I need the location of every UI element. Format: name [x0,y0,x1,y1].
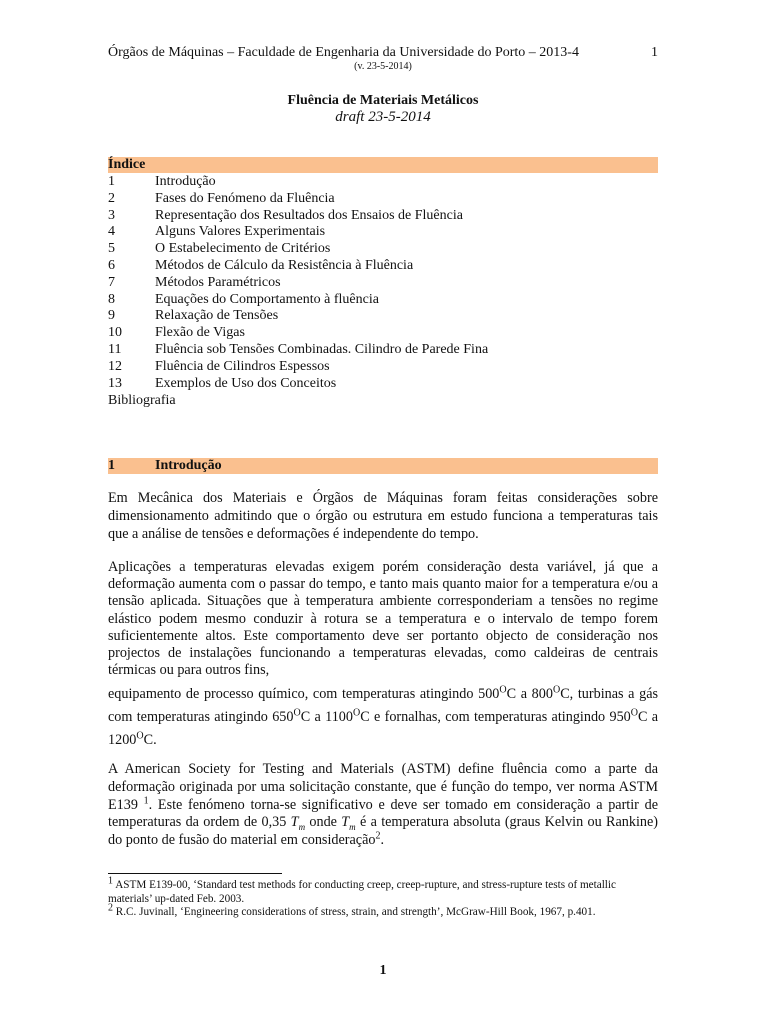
toc-item-number: 9 [108,308,115,324]
header-page-number: 1 [651,45,658,60]
toc-item[interactable] [108,208,658,225]
toc-item-label: Métodos Paramétricos [155,274,281,290]
unit-c: C [360,709,370,725]
running-header [108,44,658,61]
para3-text-b: . Este fenómeno torna-se significativo e deve ser tomado em consideração a partir de temperaturas da ordem de 0,35 [108,796,658,831]
temp-500: 500 [478,686,500,702]
temp-1200: 1200 [108,732,137,748]
symbol-tm [290,814,306,833]
toc-item-number: 4 [108,224,115,240]
footnote-1-text: ASTM E139-00, ‘Standard test methods for conducting creep, creep-rupture, and stress-rupture tests of metallic materials’ up-dated Feb. 2003. [108,879,616,905]
para2-text-b: equipamento de processo químico, com temperaturas atingindo [108,686,474,702]
degree-mark: O [552,684,561,696]
toc-item[interactable] [108,275,658,292]
toc-item-number: 6 [108,257,115,273]
toc-item-number: 3 [108,207,115,223]
temp-950: 950 [609,709,631,725]
conj-a: a [651,709,659,725]
footnotes [108,875,658,920]
degree-mark: O [499,684,507,696]
toc-item-number: 10 [108,325,122,341]
toc-bibliography: Bibliografia [108,393,176,409]
toc-item[interactable] [108,191,658,208]
para2-text-d: e fornalhas, com [374,709,470,725]
section-1-heading [108,458,658,474]
document-title: Fluência de Materiais Metálicos [287,93,479,108]
toc-item-label: Relaxação de Tensões [155,308,279,324]
paragraph-3: A American Society for Testing and Materials (ASTM) define fluência como a parte da deformação originada por uma solicitação constante, que é função do tempo, ver norma ASTM E139 $^1$. Este fenómeno torna-se significativo e deve ser tomado em consideração a partir de temperaturas da ordem de 0,35 $T_m$ onde $T_m$ é a temperatura absoluta (graus Kelvin ou Rankine) do ponto de fusão do material em consideração$^2$. [108,761,659,849]
conj-a: a [314,709,321,725]
symbol-t: T [290,814,299,831]
unit-c: C [560,686,570,702]
symbol-t: T [341,814,350,831]
paragraph-1: Em Mecânica dos Materiais e Órgãos de Máquinas foram feitas considerações sobre dimensionamento admitindo que o órgão ou estrutura em estudo funciona a temperaturas tais que a análise de tensões e deformações é independente do tempo. [108,490,658,542]
symbol-m: m [349,822,356,833]
toc-item[interactable] [108,359,658,376]
page-number: 1 [379,963,387,978]
footnote-ref-1: 1 [143,794,149,806]
temp-800: 800 [531,686,553,702]
degree-mark: O [352,707,361,719]
toc-list [108,174,658,392]
toc-item[interactable] [108,241,658,258]
toc-item-label: Fluência de Cilindros Espessos [155,358,330,374]
temp-1100: 1100 [325,709,353,725]
toc-item-number: 2 [108,190,115,206]
unit-c: C [637,709,648,725]
toc-item-label: Fluência sob Tensões Combinadas. Cilindro de Parede Fina [155,341,489,357]
conj-a: a [520,686,528,702]
footnote-1 [108,875,658,906]
toc-item-label: Representação dos Resultados dos Ensaios de Fluência [155,207,463,223]
paragraph-2-temperatures: equipamento de processo químico, com temperaturas atingindo $500^OC$ a $800^OC$, turbinas a gás com temperaturas atingindo $650^OC$ a $1100^OC$ e fornalhas, com temperaturas atingindo $950^OC$ a $1200^OC$. [108,684,659,748]
para3-text-d: é a temperatura absoluta (graus Kelvin ou Rankine) do ponto de fusão do material em consideração [108,814,659,849]
toc-item-number: 5 [108,241,115,257]
toc-item-number: 8 [108,291,115,307]
paragraph-2-lead: Aplicações a temperaturas elevadas exigem porém consideração desta variável, já que a deformação aumenta com o passar do tempo, e tanto mais quanto maior for a temperatura e/ou a tensão aplicada. Situações que à temperatura ambiente corresponderiam a tensões no regime elástico podem mesmo conduzir à rotura se a temperatura e o intervalo de tempo forem suficientemente altos. Este comportamento deve ser portanto objecto de consideração nos projectos de instalações funcionando a temperaturas elevadas, como caldeiras de centrais térmicas ou para outros fins, [108,559,658,679]
header-version: (v. 23-5-2014) [354,61,412,72]
toc-item-label: Exemplos de Uso dos Conceitos [155,375,337,391]
toc-item-number: 12 [108,358,122,374]
toc-item[interactable] [108,224,658,241]
toc-heading-label: Índice [108,157,146,172]
temp-650: 650 [272,709,294,725]
unit-c: C [143,732,154,748]
toc-item[interactable] [108,258,658,275]
footnote-1-mark: 1 [108,875,113,887]
paragraph-2 [108,559,658,679]
toc-item-number: 7 [108,274,115,290]
footnote-2-mark: 2 [108,902,113,914]
toc-item[interactable] [108,292,658,309]
toc-item-label: Equações do Comportamento à fluência [155,291,379,307]
toc-item-label: Métodos de Cálculo da Resistência à Fluência [155,257,414,273]
toc-item[interactable] [108,308,658,325]
footnote-2-text: R.C. Juvinall, ‘Engineering considerations of stress, strain, and strength’, McGraw-Hill Book, 1967, p.401. [115,906,596,918]
toc-heading [108,157,658,173]
degree-mark: O [293,707,301,719]
unit-c: C [300,709,311,725]
toc-item-label: Alguns Valores Experimentais [155,224,326,240]
toc-item-number: 11 [108,341,122,357]
toc-item[interactable] [108,174,658,191]
para2-text-c: turbinas a gás com temperaturas atingindo [108,686,659,725]
toc-item[interactable] [108,376,658,393]
degree-mark: O [630,707,638,719]
para2-text-e: temperaturas atingindo [473,709,606,725]
toc-item-label: Introdução [155,174,216,189]
section-1-number: 1 [108,458,115,473]
toc-item-number: 13 [108,375,122,391]
table-of-contents [108,174,658,409]
para3-text-c: onde [309,814,337,831]
toc-item-label: O Estabelecimento de Critérios [155,241,331,257]
symbol-m: m [298,822,306,833]
toc-item-number: 1 [108,174,115,189]
para3-text-a: A American Society for Testing and Materials (ASTM) define fluência como a parte da deformação originada por uma solicitação constante, que é função do tempo, ver norma ASTM E139 [108,761,658,813]
toc-item[interactable] [108,325,658,342]
degree-mark: O [136,730,144,742]
document-subtitle: draft 23-5-2014 [335,109,431,125]
section-1-title: Introdução [155,458,222,473]
header-title: Órgãos de Máquinas – Faculdade de Engenharia da Universidade do Porto – 2013-4 [108,45,579,60]
toc-item-label: Flexão de Vigas [155,325,245,341]
symbol-tm [341,814,356,833]
toc-item-label: Fases do Fenómeno da Fluência [155,190,335,206]
footnote-separator [108,873,282,874]
footnote-ref-2: 2 [375,830,381,842]
toc-item[interactable] [108,342,658,359]
unit-c: C [506,686,517,702]
footnote-2 [108,902,658,920]
